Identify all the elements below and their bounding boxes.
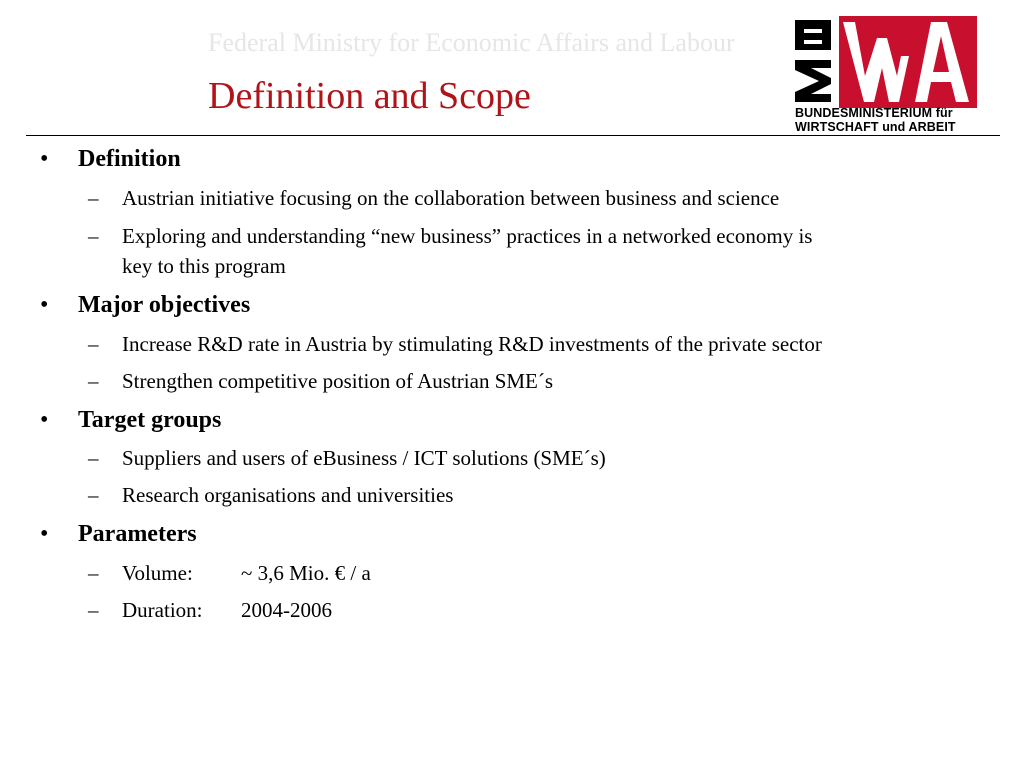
list-item: Suppliers and users of eBusiness / ICT solutions (SME´s): [122, 446, 606, 470]
logo-line-1: BUNDESMINISTERIUM für: [795, 106, 953, 120]
heading-parameters: Parameters: [78, 521, 197, 547]
dash-icon: –: [88, 224, 99, 248]
heading-definition: Definition: [78, 146, 181, 172]
param-value-volume: ~ 3,6 Mio. € / a: [241, 561, 371, 585]
dash-icon: –: [88, 483, 99, 507]
dash-icon: –: [88, 561, 99, 585]
logo-line-2: WIRTSCHAFT und ARBEIT: [795, 120, 956, 134]
bullet-icon: •: [40, 521, 49, 547]
slide-title: Definition and Scope: [208, 75, 531, 117]
list-item: Strengthen competitive position of Austrian SME´s: [122, 369, 554, 393]
param-label-volume: Volume:: [122, 561, 193, 585]
ministry-name: Federal Ministry for Economic Affairs and Labour: [208, 28, 735, 57]
bullet-icon: •: [40, 292, 49, 318]
heading-target-groups: Target groups: [78, 407, 222, 433]
bullet-icon: •: [40, 407, 49, 433]
dash-icon: –: [88, 369, 99, 393]
bullet-icon: •: [40, 146, 49, 172]
heading-major-objectives: Major objectives: [78, 292, 251, 318]
bmwa-logo-mark: [793, 16, 977, 108]
dash-icon: –: [88, 186, 99, 210]
list-item: Increase R&D rate in Austria by stimulating R&D investments of the private sector: [122, 332, 822, 356]
param-label-duration: Duration:: [122, 598, 203, 622]
header-divider: [26, 135, 1000, 136]
dash-icon: –: [88, 332, 99, 356]
bmwa-logo: [793, 16, 977, 136]
list-item: Research organisations and universities: [122, 483, 454, 507]
list-item: Austrian initiative focusing on the collaboration between business and science: [122, 186, 780, 210]
dash-icon: –: [88, 598, 99, 622]
dash-icon: –: [88, 446, 99, 470]
list-item-continuation: key to this program: [122, 254, 286, 278]
list-item: Exploring and understanding “new business” practices in a networked economy is: [122, 224, 813, 248]
param-value-duration: 2004-2006: [241, 598, 332, 622]
